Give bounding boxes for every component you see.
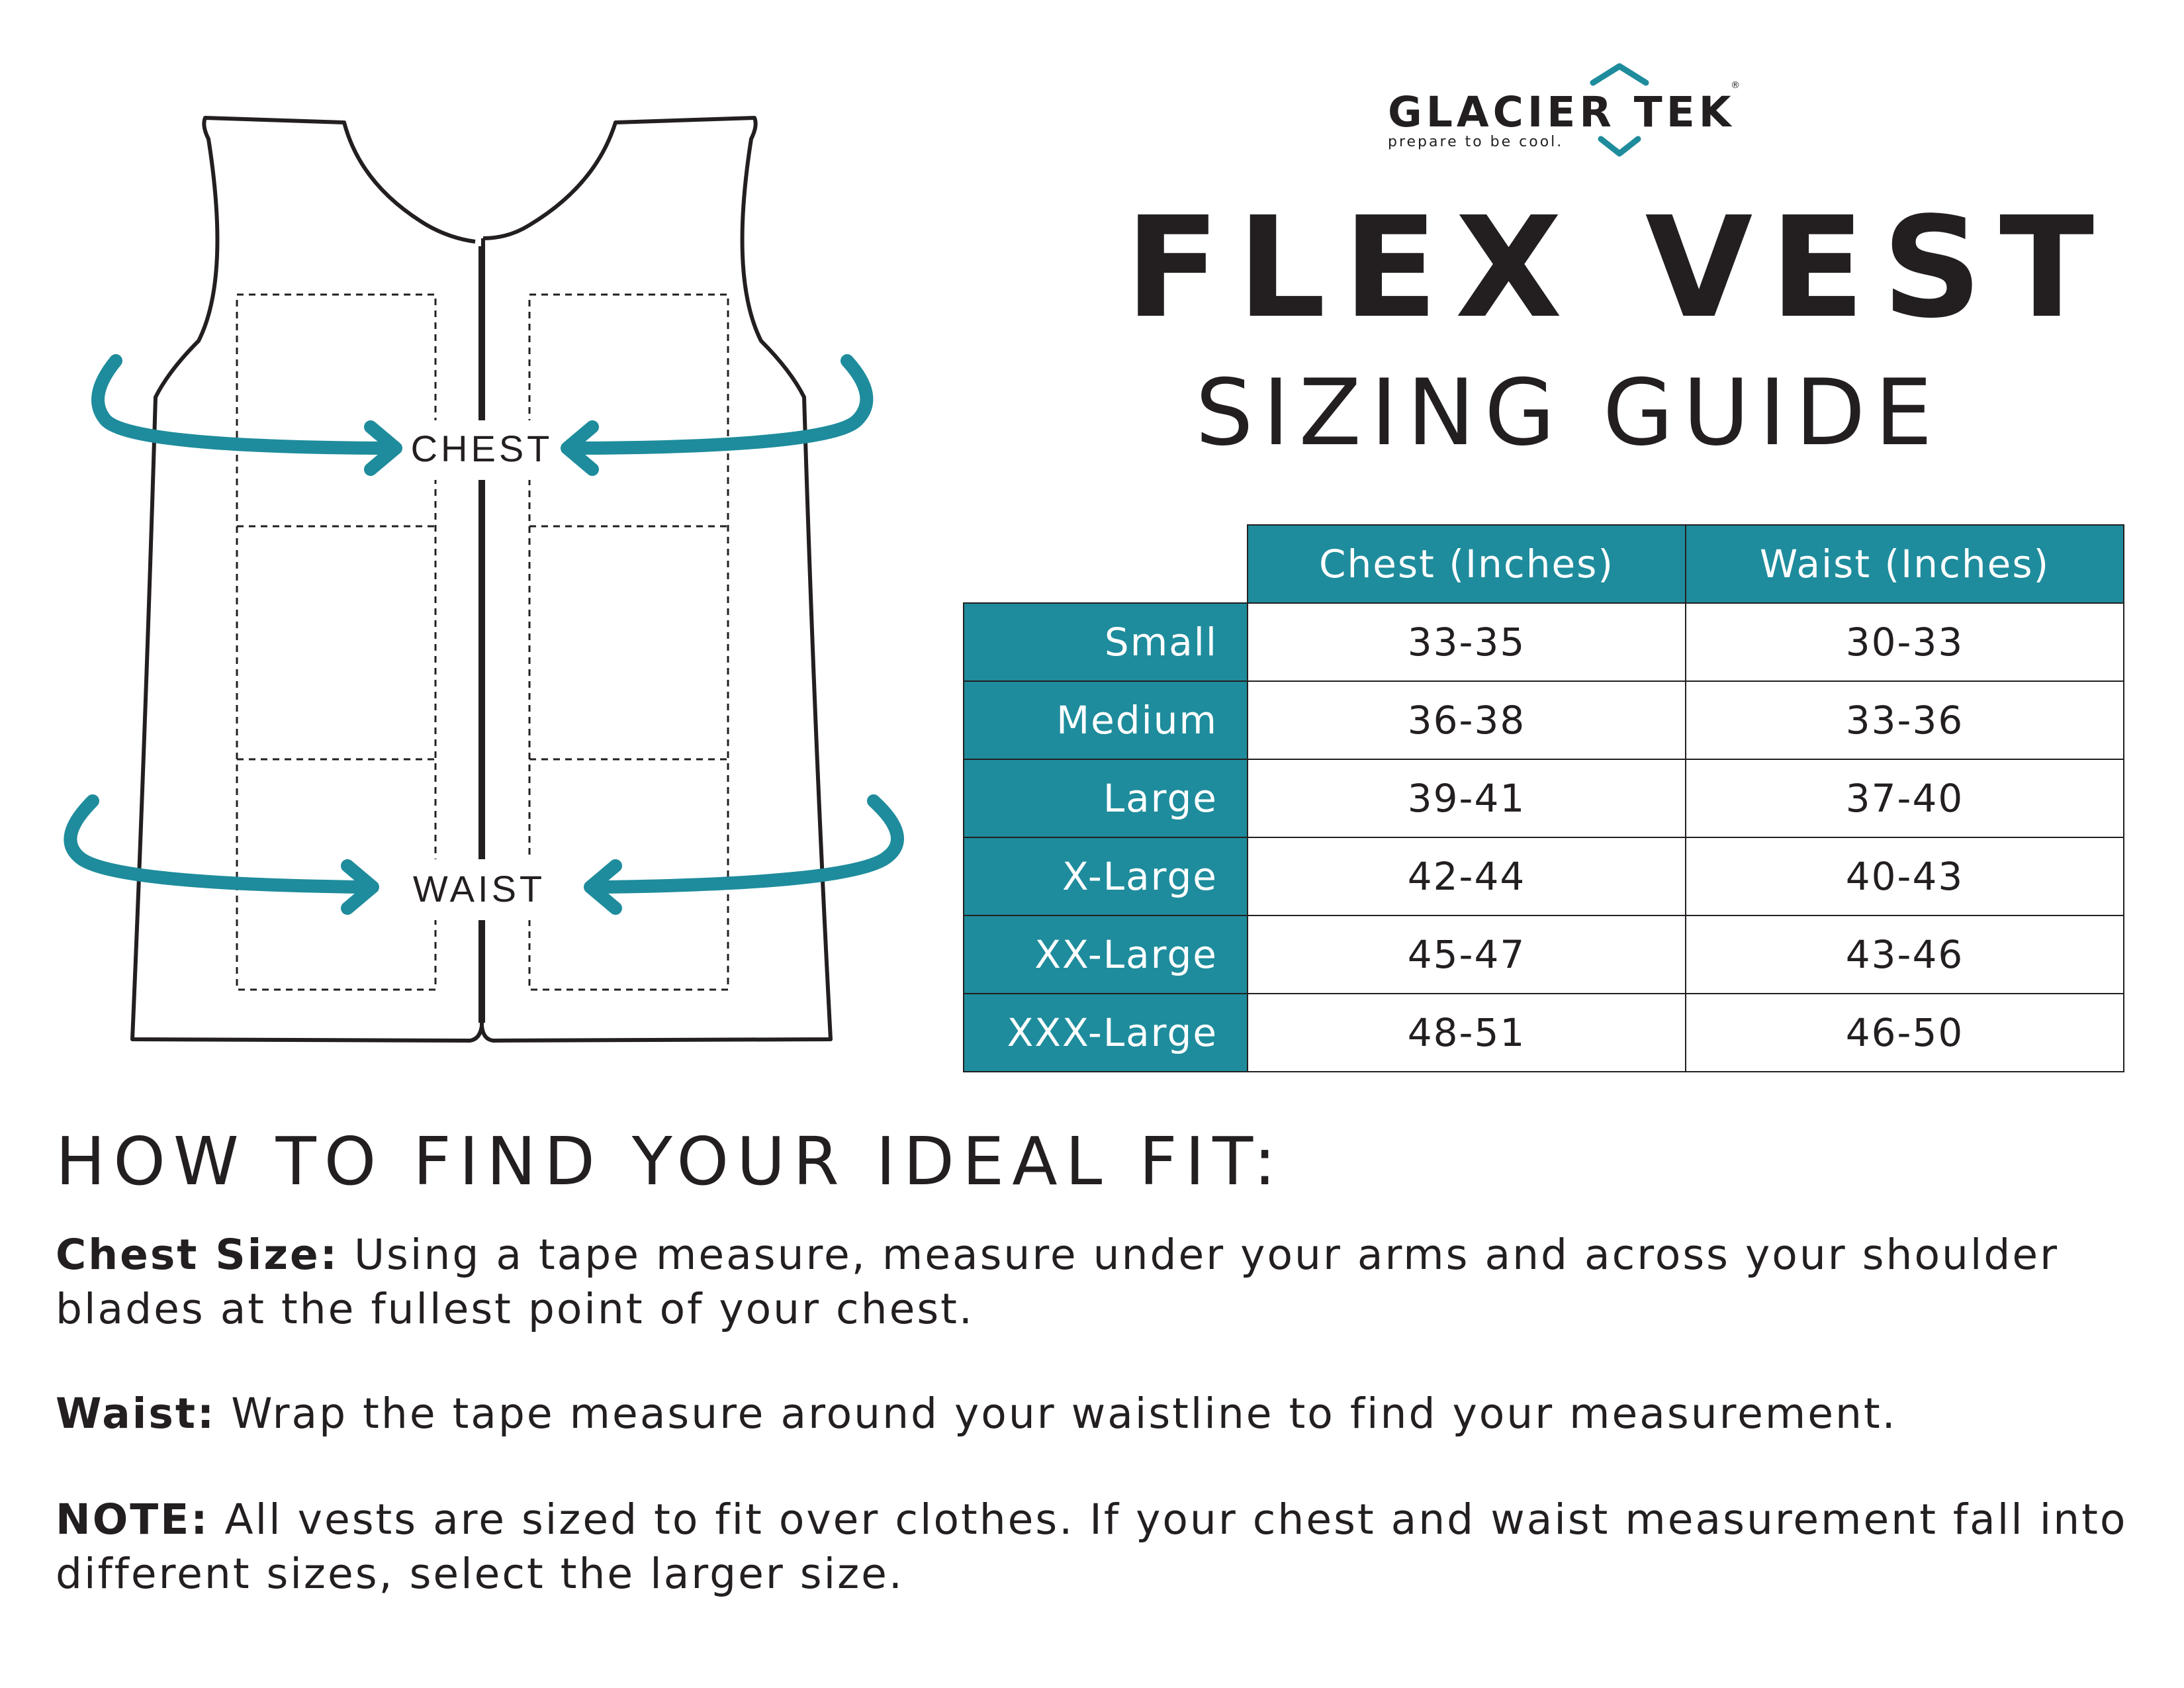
chest-value: 45-47 — [1248, 915, 1686, 994]
page-title: FLEX VEST — [1125, 187, 2112, 349]
chest-arrow-left — [98, 361, 384, 448]
table-row — [964, 837, 2124, 915]
waist-value: 46-50 — [1686, 994, 2124, 1072]
brand-name: GLACIER TEK — [1388, 88, 1735, 136]
size-label: X-Large — [964, 837, 1248, 915]
page-subtitle: SIZING GUIDE — [1195, 359, 1942, 466]
table-row — [964, 915, 2124, 994]
waist-value: 40-43 — [1686, 837, 2124, 915]
chest-value: 36-38 — [1248, 681, 1686, 759]
registered-mark: ® — [1731, 80, 1740, 91]
chest-instructions-text: Using a tape measure, measure under your arms and across your shoulder blades at the fullest point of your chest. — [56, 1231, 2060, 1333]
brand-logo — [1380, 63, 1751, 159]
waist-arrow-left — [70, 801, 361, 887]
header-chest: Chest (Inches) — [1248, 525, 1686, 603]
waist-instructions-label: Waist: — [56, 1389, 216, 1438]
chest-value: 42-44 — [1248, 837, 1686, 915]
chest-value: 33-35 — [1248, 603, 1686, 681]
vest-diagram — [0, 0, 953, 1072]
size-label: XX-Large — [964, 915, 1248, 994]
size-label: XXX-Large — [964, 994, 1248, 1072]
chest-instructions — [56, 1228, 2140, 1336]
size-table — [963, 524, 2124, 1072]
howto-heading: HOW TO FIND YOUR IDEAL FIT: — [56, 1123, 1284, 1200]
table-header-row — [964, 525, 2124, 603]
table-corner — [964, 525, 1248, 603]
waist-value: 30-33 — [1686, 603, 2124, 681]
header-waist: Waist (Inches) — [1686, 525, 2124, 603]
table-row — [964, 759, 2124, 837]
note-label: NOTE: — [56, 1495, 210, 1544]
size-label: Large — [964, 759, 1248, 837]
table-row — [964, 994, 2124, 1072]
brand-tagline: prepare to be cool. — [1388, 134, 1564, 150]
chest-value: 48-51 — [1248, 994, 1686, 1072]
size-label: Small — [964, 603, 1248, 681]
waist-value: 37-40 — [1686, 759, 2124, 837]
chest-label: CHEST — [410, 428, 553, 469]
table-row — [964, 603, 2124, 681]
size-label: Medium — [964, 681, 1248, 759]
waist-instructions — [56, 1387, 2140, 1441]
waist-instructions-text: Wrap the tape measure around your waistline to find your measurement. — [216, 1389, 1897, 1438]
note-text: All vests are sized to fit over clothes. If your chest and waist measurement fall into different sizes, select the larger size. — [56, 1495, 2128, 1598]
waist-value: 33-36 — [1686, 681, 2124, 759]
waist-label: WAIST — [412, 868, 546, 910]
note-instructions — [56, 1493, 2140, 1601]
waist-arrow-right — [602, 801, 897, 887]
chest-arrow-right — [579, 361, 866, 448]
chest-instructions-label: Chest Size: — [56, 1231, 339, 1279]
table-row — [964, 681, 2124, 759]
waist-value: 43-46 — [1686, 915, 2124, 994]
chest-value: 39-41 — [1248, 759, 1686, 837]
